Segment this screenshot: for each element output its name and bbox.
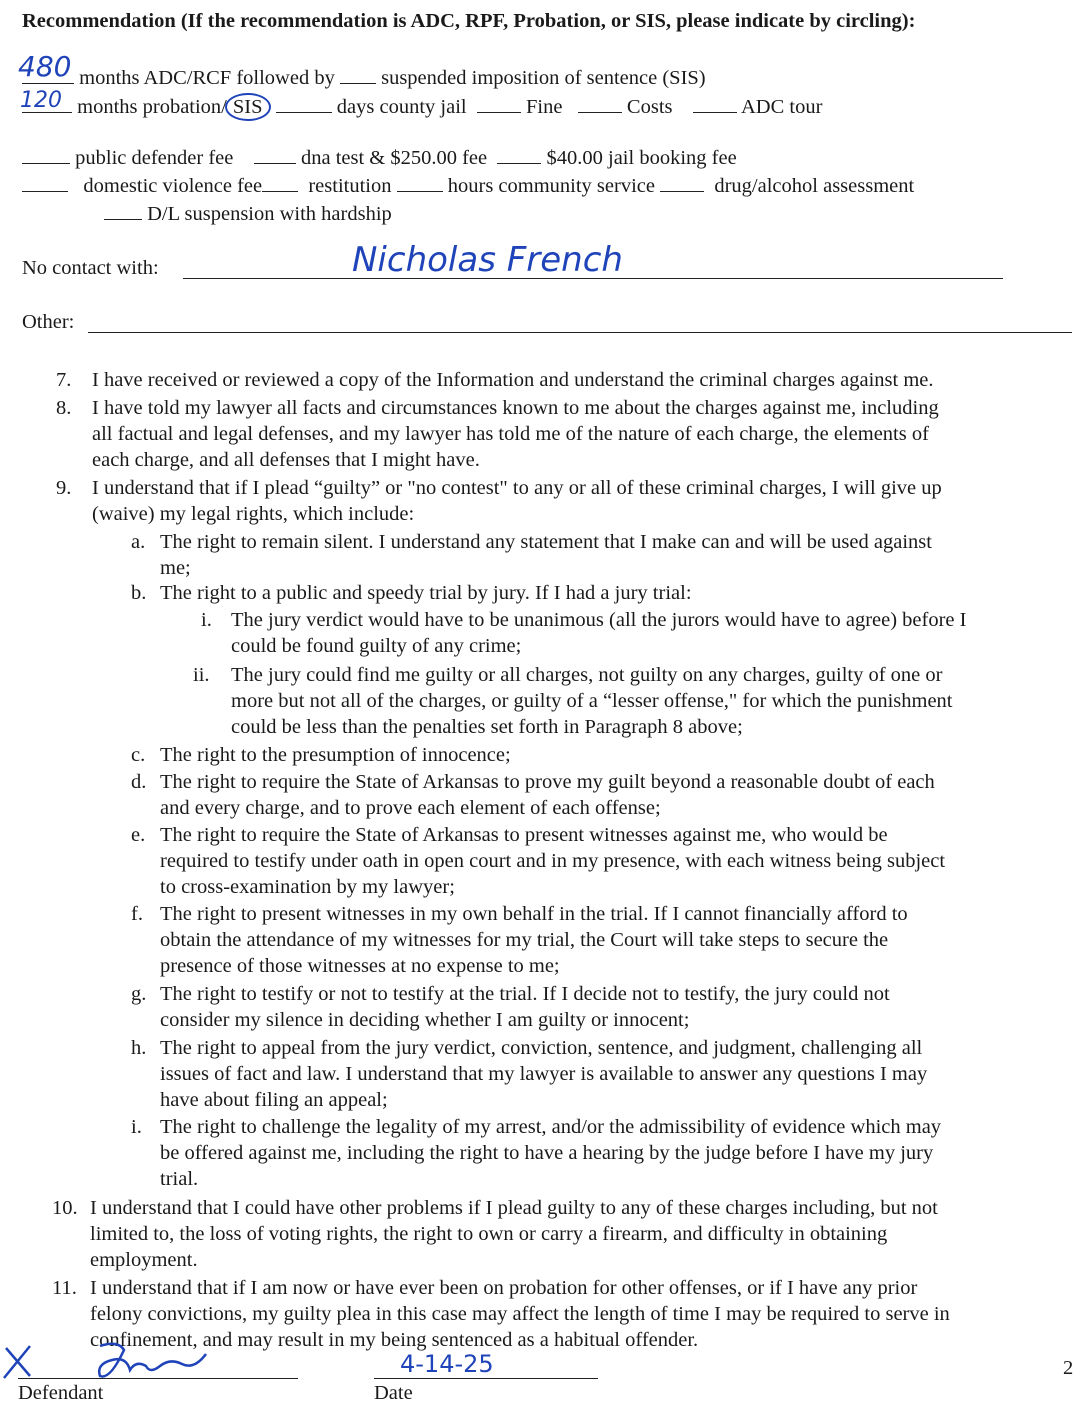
date-handwritten: 4-14-25 (400, 1350, 494, 1378)
dl-suspension-label: D/L suspension with hardship (147, 203, 392, 225)
date-label: Date (374, 1382, 413, 1404)
date-line (374, 1378, 598, 1379)
community-service-label: hours community service (447, 175, 655, 197)
recommendation-row-4 (22, 174, 914, 198)
probation-months-handwritten: 120 (20, 88, 62, 113)
defendant-signature-line (18, 1378, 298, 1379)
recommendation-row-3 (22, 146, 737, 170)
recommendation-row-1 (22, 66, 706, 90)
drug-assessment-label: drug/alcohol assessment (714, 175, 915, 197)
fine-label: Fine (525, 96, 563, 118)
probation-label: months probation/ (77, 96, 227, 118)
adc-label: months ADC/RCF followed by (79, 67, 335, 89)
adc-months-handwritten: 480 (18, 50, 72, 83)
page-number: 2 (1063, 1357, 1074, 1379)
restitution-label: restitution (308, 175, 392, 197)
other-line (88, 332, 1072, 333)
county-jail-label: days county jail (336, 96, 467, 118)
defendant-label: Defendant (18, 1382, 104, 1404)
sis-circled: SIS (225, 93, 271, 121)
no-contact-label: No contact with: (22, 257, 159, 279)
recommendation-row-2 (22, 93, 822, 121)
booking-fee-label: $40.00 jail booking fee (546, 147, 737, 169)
recommendation-row-5 (104, 202, 392, 226)
adc-tour-label: ADC tour (741, 96, 823, 118)
pd-fee-label: public defender fee (75, 147, 234, 169)
dna-label: dna test & $250.00 fee (300, 147, 488, 169)
sis-label: suspended imposition of sentence (SIS) (381, 67, 706, 89)
form-header: Recommendation (If the recommendation is ADC, RPF, Probation, or SIS, please indicate by circling): (22, 10, 916, 32)
other-label: Other: (22, 311, 75, 333)
dv-fee-label: domestic violence fee (83, 175, 263, 197)
costs-label: Costs (626, 96, 673, 118)
no-contact-value: Nicholas French (352, 240, 623, 280)
